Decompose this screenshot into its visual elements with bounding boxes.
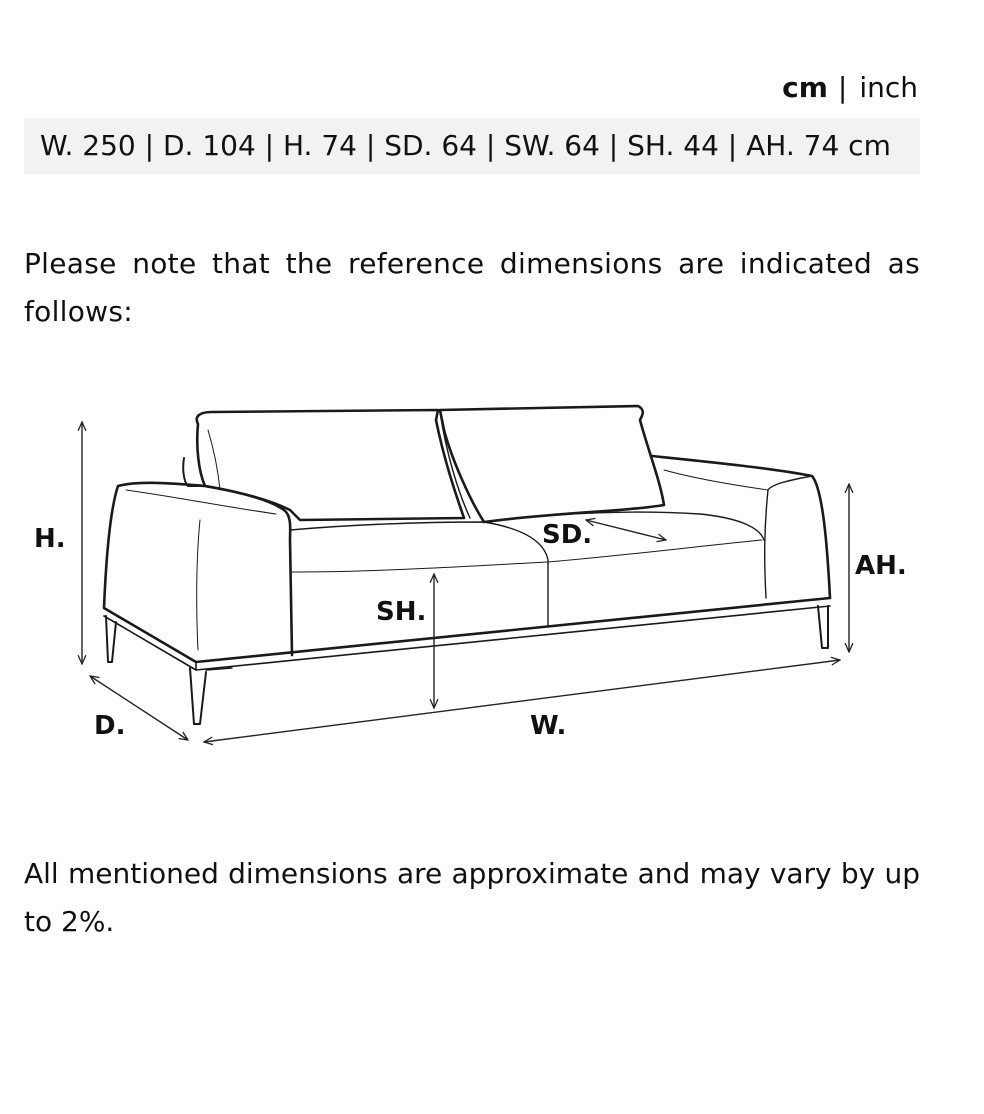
label-depth: D. [94,711,126,741]
label-arm-height: AH. [855,551,907,581]
reference-note: Please note that the reference dimensions are indicated as follows: [24,247,920,328]
sofa-dimension-diagram [0,380,984,780]
approximation-note: All mentioned dimensions are approximate and may vary by up to 2%. [24,857,920,938]
unit-toggle [782,70,918,106]
dimensions-summary: W. 250 | D. 104 | H. 74 | SD. 64 | SW. 64 | SH. 44 | AH. 74 cm [24,118,920,174]
unit-inch-option[interactable]: inch [859,71,918,104]
sofa-outline [104,406,830,724]
label-seat-height: SH. [376,597,427,627]
sofa-illustration [0,380,984,780]
label-seat-depth: SD. [542,520,593,550]
unit-separator: | [837,71,848,104]
label-height: H. [34,524,66,554]
label-width: W. [530,711,567,741]
unit-cm-option[interactable]: cm [782,71,828,104]
